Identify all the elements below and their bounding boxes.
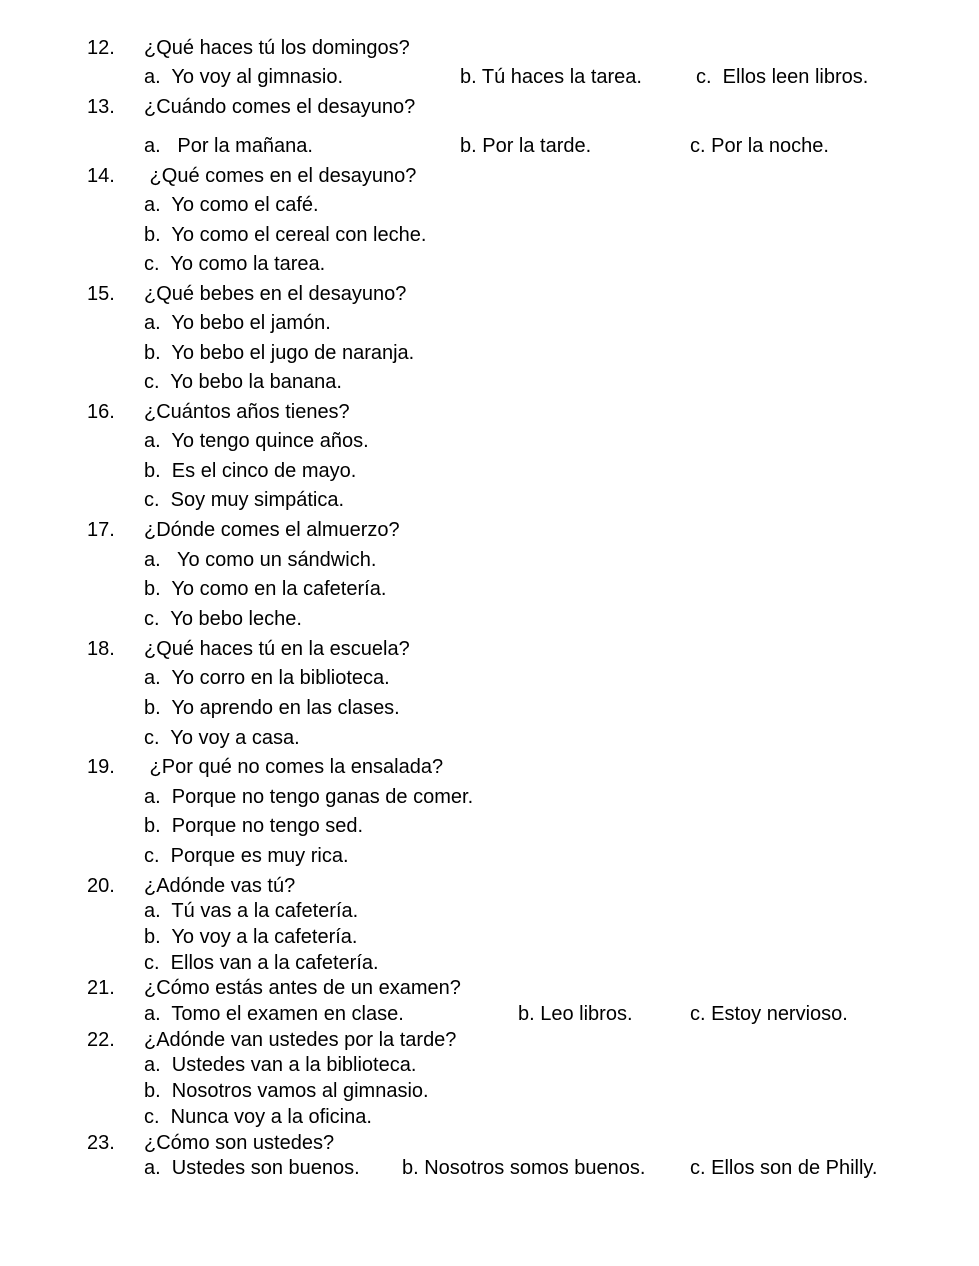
answer-option-c: c. Soy muy simpática. (144, 489, 345, 511)
question-text: ¿Cuántos años tienes? (144, 401, 350, 423)
answer-option-b: b. Tú haces la tarea. (460, 66, 642, 88)
answer-option-b: b. Yo bebo el jugo de naranja. (144, 342, 415, 364)
question-number: 12. (87, 37, 115, 59)
answer-option-a: a. Yo bebo el jamón. (144, 312, 331, 334)
question-text: ¿Adónde van ustedes por la tarde? (144, 1029, 457, 1051)
question-number: 21. (87, 977, 115, 999)
question-number: 16. (87, 401, 115, 423)
answer-option-a: a. Tú vas a la cafetería. (144, 900, 359, 922)
answer-option-b: b. Nosotros vamos al gimnasio. (144, 1080, 429, 1102)
question-text: ¿Adónde vas tú? (144, 875, 296, 897)
answer-option-a: a. Yo como un sándwich. (144, 549, 377, 571)
question-number: 22. (87, 1029, 115, 1051)
answer-option-a: a. Ustedes son buenos. (144, 1157, 360, 1179)
answer-option-c: c. Yo bebo la banana. (144, 371, 342, 393)
answer-option-b: b. Yo voy a la cafetería. (144, 926, 358, 948)
answer-option-a: a. Porque no tengo ganas de comer. (144, 786, 474, 808)
question-number: 19. (87, 756, 115, 778)
answer-option-b: b. Yo como en la cafetería. (144, 578, 387, 600)
answer-option-c: c. Porque es muy rica. (144, 845, 349, 867)
answer-option-b: b. Yo como el cereal con leche. (144, 224, 427, 246)
answer-option-c: c. Yo voy a casa. (144, 727, 300, 749)
answer-option-a: a. Tomo el examen en clase. (144, 1003, 404, 1025)
question-text: ¿Cómo estás antes de un examen? (144, 977, 461, 999)
answer-option-c: c. Ellos van a la cafetería. (144, 952, 379, 974)
answer-option-a: a. Yo voy al gimnasio. (144, 66, 344, 88)
question-number: 20. (87, 875, 115, 897)
answer-option-c: c. Yo bebo leche. (144, 608, 302, 630)
question-text: ¿Qué bebes en el desayuno? (144, 283, 407, 305)
question-number: 13. (87, 96, 115, 118)
question-text: ¿Dónde comes el almuerzo? (144, 519, 400, 541)
answer-option-b: b. Yo aprendo en las clases. (144, 697, 400, 719)
answer-option-a: a. Yo como el café. (144, 194, 319, 216)
question-text: ¿Por qué no comes la ensalada? (144, 756, 444, 778)
answer-option-c: c. Ellos leen libros. (696, 66, 869, 88)
question-text: ¿Qué haces tú en la escuela? (144, 638, 410, 660)
question-number: 14. (87, 165, 115, 187)
answer-option-b: b. Porque no tengo sed. (144, 815, 364, 837)
question-text: ¿Qué comes en el desayuno? (144, 165, 417, 187)
question-number: 15. (87, 283, 115, 305)
answer-option-b: b. Leo libros. (518, 1003, 633, 1025)
question-number: 18. (87, 638, 115, 660)
answer-option-b: b. Es el cinco de mayo. (144, 460, 357, 482)
answer-option-c: c. Yo como la tarea. (144, 253, 326, 275)
question-text: ¿Qué haces tú los domingos? (144, 37, 410, 59)
answer-option-c: c. Ellos son de Philly. (690, 1157, 878, 1179)
answer-option-b: b. Por la tarde. (460, 135, 592, 157)
question-text: ¿Cómo son ustedes? (144, 1132, 335, 1154)
question-number: 23. (87, 1132, 115, 1154)
answer-option-a: a. Yo corro en la biblioteca. (144, 667, 390, 689)
answer-option-a: a. Ustedes van a la biblioteca. (144, 1054, 417, 1076)
answer-option-b: b. Nosotros somos buenos. (402, 1157, 646, 1179)
answer-option-a: a. Yo tengo quince años. (144, 430, 369, 452)
question-text: ¿Cuándo comes el desayuno? (144, 96, 416, 118)
answer-option-a: a. Por la mañana. (144, 135, 313, 157)
answer-option-c: c. Estoy nervioso. (690, 1003, 848, 1025)
answer-option-c: c. Nunca voy a la oficina. (144, 1106, 372, 1128)
answer-option-c: c. Por la noche. (690, 135, 829, 157)
question-number: 17. (87, 519, 115, 541)
